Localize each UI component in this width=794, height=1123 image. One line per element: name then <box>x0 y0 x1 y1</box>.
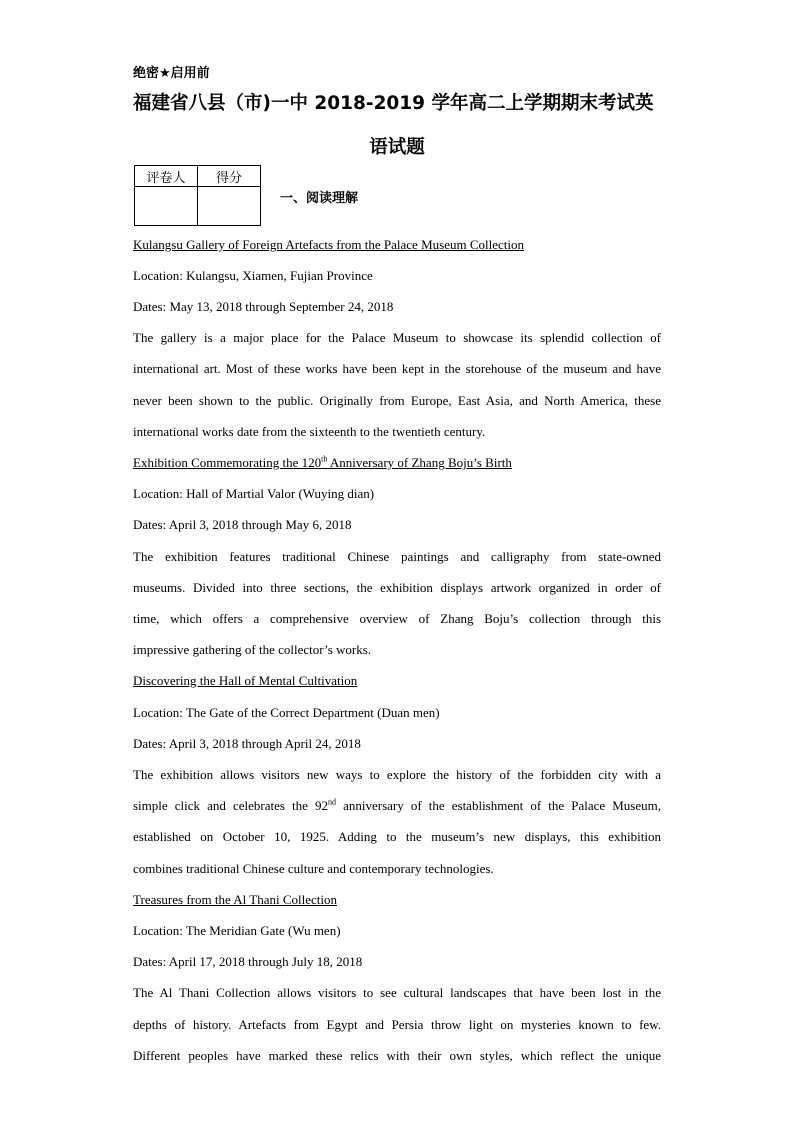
grader-cell <box>135 187 198 226</box>
paragraph-line: Different peoples have marked these relics with their own styles, which reflect the unique <box>133 1048 661 1063</box>
exhibit-dates: Dates: April 17, 2018 through July 18, 2018 <box>133 954 363 969</box>
paragraph-line: The Al Thani Collection allows visitors to see cultural landscapes that have been lost in the <box>133 985 661 1000</box>
exhibit-dates: Dates: April 3, 2018 through April 24, 2018 <box>133 736 361 751</box>
score-table <box>134 165 261 226</box>
paragraph-line: international art. Most of these works have been kept in the storehouse of the museum and have <box>133 361 661 376</box>
exhibit-title: Kulangsu Gallery of Foreign Artefacts from the Palace Museum Collection <box>133 237 524 252</box>
section-title: 一、阅读理解 <box>280 191 359 206</box>
exhibit-dates: Dates: April 3, 2018 through May 6, 2018 <box>133 517 352 532</box>
exam-title-line1: 福建省八县（市)一中 2018-2019 学年高二上学期期末考试英 <box>133 93 654 114</box>
exhibit-title: Treasures from the Al Thani Collection <box>133 892 338 907</box>
paragraph-line: impressive gathering of the collector’s works. <box>133 642 372 657</box>
paragraph-line: established on October 10, 1925. Adding to the museum’s new displays, this exhibition <box>133 829 661 844</box>
paragraph-line: The exhibition features traditional Chinese paintings and calligraphy from state-owned <box>133 549 661 564</box>
score-header: 得分 <box>198 166 261 187</box>
exhibit-dates: Dates: May 13, 2018 through September 24, 2018 <box>133 299 394 314</box>
exhibit-title <box>133 455 512 471</box>
paragraph-line: combines traditional Chinese culture and contemporary technologies. <box>133 861 494 876</box>
exhibit-location: Location: The Meridian Gate (Wu men) <box>133 923 341 938</box>
paragraph-line: The exhibition allows visitors new ways to explore the history of the forbidden city with a <box>133 767 661 782</box>
paragraph-line: museums. Divided into three sections, the exhibition displays artwork organized in order of <box>133 580 661 595</box>
exhibit-location: Location: Hall of Martial Valor (Wuying dian) <box>133 486 375 501</box>
secret-label: 绝密★启用前 <box>133 66 210 81</box>
paragraph-line: time, which offers a comprehensive overview of Zhang Boju’s collection through this <box>133 611 661 626</box>
ordinal-suffix: nd <box>328 797 337 807</box>
ordinal-suffix: th <box>321 454 328 464</box>
exhibit-location: Location: The Gate of the Correct Department (Duan men) <box>133 705 440 720</box>
exhibit-title-part: Exhibition Commemorating the 120 <box>133 455 322 470</box>
exhibit-location: Location: Kulangsu, Xiamen, Fujian Province <box>133 268 373 283</box>
paragraph-line: international works date from the sixteenth to the twentieth century. <box>133 424 486 439</box>
paragraph-line <box>133 798 661 814</box>
score-cell <box>198 187 261 226</box>
text-part: anniversary of the establishment of the Palace Museum, <box>336 798 661 813</box>
exam-title-line2: 语试题 <box>369 137 425 158</box>
paragraph-line: never been shown to the public. Originally from Europe, East Asia, and North America, these <box>133 393 661 408</box>
exhibit-title-part: Anniversary of Zhang Boju’s Birth <box>327 455 512 470</box>
exhibit-title: Discovering the Hall of Mental Cultivation <box>133 673 358 688</box>
paragraph-line: The gallery is a major place for the Palace Museum to showcase its splendid collection of <box>133 330 661 345</box>
text-part: simple click and celebrates the 92 <box>133 798 329 813</box>
paragraph-line: depths of history. Artefacts from Egypt and Persia throw light on mysteries known to few. <box>133 1017 661 1032</box>
grader-header: 评卷人 <box>135 166 198 187</box>
